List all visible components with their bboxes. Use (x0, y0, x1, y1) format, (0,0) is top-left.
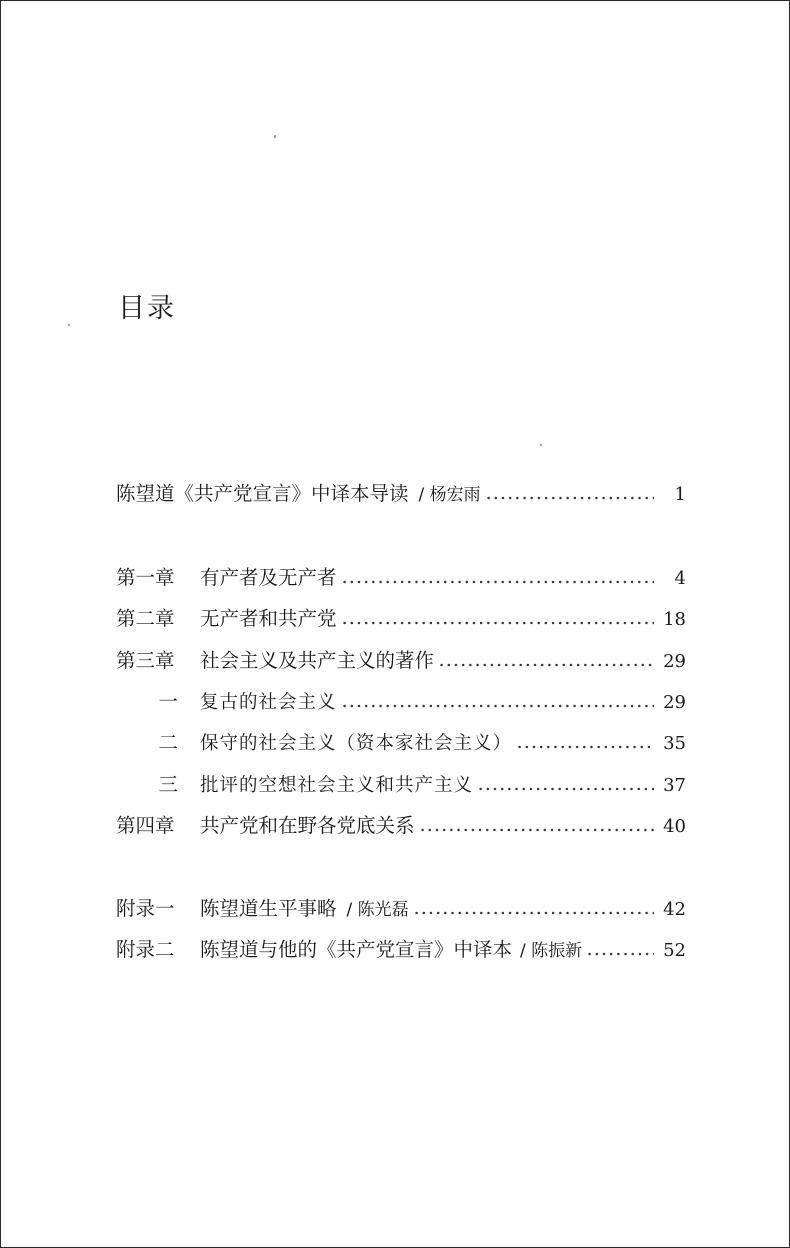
toc-entry-label: 一 (158, 690, 178, 713)
toc-entry-title: 无产者和共产党 (200, 607, 337, 630)
toc-entry-title: 陈望道与他的《共产党宣言》中译本 (200, 938, 513, 961)
toc-leader-dots (485, 496, 654, 500)
paper-speck (540, 444, 542, 446)
toc-entry-label: 二 (158, 731, 178, 754)
toc-entry-label: 第三章 (116, 649, 175, 672)
toc-entry-appendix-2[interactable] (116, 934, 686, 966)
toc-entry-section-2[interactable] (116, 727, 686, 759)
toc-entry-page: 35 (663, 733, 686, 754)
toc-entry-title: 社会主义及共产主义的著作 (200, 649, 435, 672)
toc-entry-author: / 陈振新 (520, 941, 583, 961)
toc-leader-dots (586, 952, 654, 956)
toc-leader-dots (413, 911, 654, 915)
toc-entry-chapter-4[interactable] (116, 810, 686, 842)
toc-entry-label: 附录二 (116, 938, 175, 961)
toc-entry-appendix-1[interactable] (116, 893, 686, 925)
toc-entry-author: / 杨宏雨 (418, 485, 481, 505)
toc-leader-dots (477, 787, 654, 791)
toc-entry-page: 29 (663, 651, 686, 672)
toc-entry-section-3[interactable] (116, 769, 686, 801)
toc-entry-chapter-1[interactable] (116, 562, 686, 594)
toc-entry-chapter-3[interactable] (116, 645, 686, 677)
toc-entry-chapter-2[interactable] (116, 603, 686, 635)
toc-entry-page: 18 (663, 609, 686, 630)
toc-entry-page: 42 (663, 899, 686, 920)
toc-leader-dots (438, 663, 654, 667)
paper-speck (274, 135, 276, 138)
toc-entry-title: 共产党和在野各党底关系 (200, 814, 415, 837)
toc-entry-title: 批评的空想社会主义和共产主义 (200, 775, 474, 796)
toc-entry-page: 4 (674, 568, 686, 589)
toc-entry-title: 陈望道《共产党宣言》中译本导读 (116, 482, 409, 505)
toc-entry-title: 保守的社会主义（资本家社会主义） (200, 733, 513, 754)
toc-entry-intro[interactable] (116, 478, 686, 510)
toc-entry-page: 29 (663, 692, 686, 713)
toc-entry-page: 40 (663, 816, 686, 837)
toc-entry-label: 第二章 (116, 607, 175, 630)
toc-leader-dots (341, 621, 654, 625)
toc-entry-label: 三 (158, 773, 178, 796)
paper-speck (68, 324, 70, 326)
toc-leader-dots (516, 745, 654, 749)
toc-entry-page: 52 (663, 940, 686, 961)
toc-entry-label: 第一章 (116, 566, 175, 589)
toc-entry-label: 附录一 (116, 897, 175, 920)
toc-leader-dots (419, 828, 654, 832)
toc-entry-title: 陈望道生平事略 (200, 897, 337, 920)
toc-entry-title: 有产者及无产者 (200, 566, 337, 589)
toc-entry-author: / 陈光磊 (346, 900, 409, 920)
toc-leader-dots (341, 580, 654, 584)
toc-leader-dots (341, 704, 654, 708)
toc-entry-page: 37 (663, 775, 686, 796)
toc-entry-label: 第四章 (116, 814, 175, 837)
toc-entry-page: 1 (674, 484, 686, 505)
toc-entry-section-1[interactable] (116, 686, 686, 718)
toc-title: 目录 (118, 293, 176, 324)
toc-entry-title: 复古的社会主义 (200, 692, 337, 713)
